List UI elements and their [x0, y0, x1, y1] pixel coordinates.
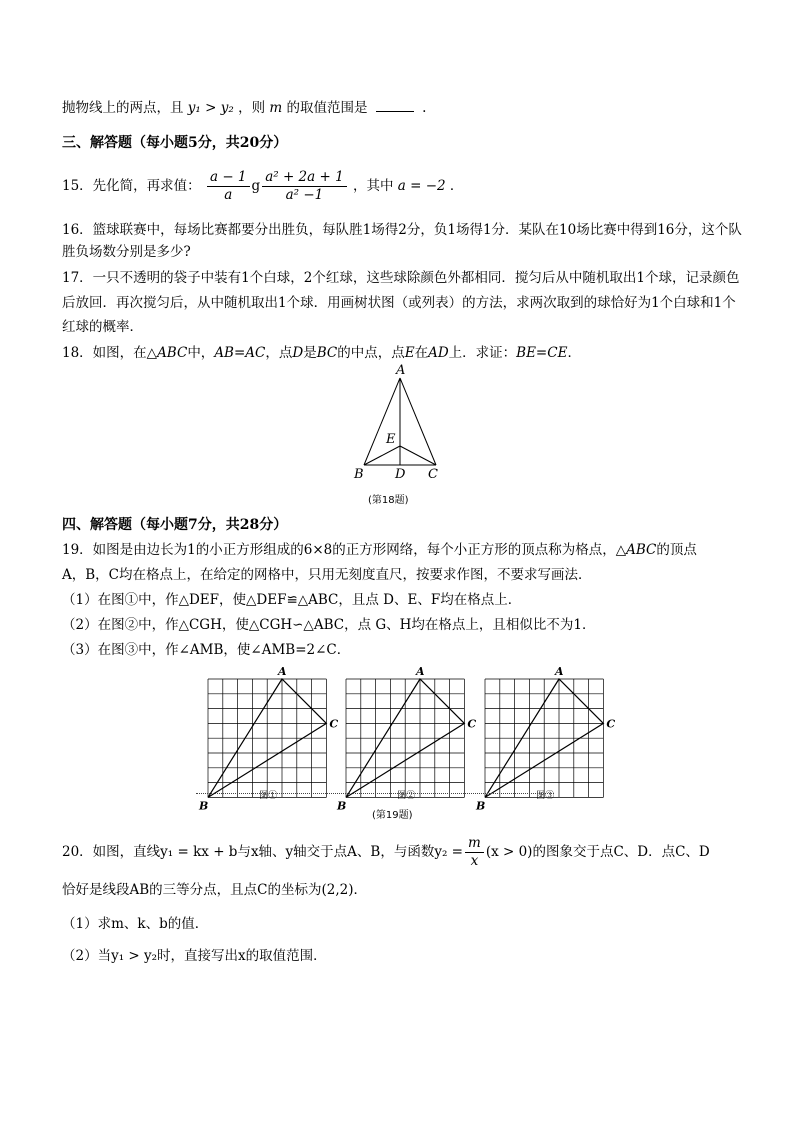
q14-text-pre: 抛物线上的两点，且 [62, 100, 184, 116]
vertex-label-a: A [416, 665, 425, 678]
q15 [62, 166, 463, 206]
segment-be [364, 446, 400, 465]
side-ab [364, 378, 400, 465]
q19-line2: A，B，C均在格点上，在给定的网格中，只用无刻度直尺，按要求作图，不要求写画法． [62, 567, 592, 583]
q15-condition: a = −2 [397, 178, 446, 194]
vertex-label-c: C [467, 717, 477, 731]
q14-text-mid: ，则 [238, 100, 266, 116]
q14-condition: y₁ > y₂ [187, 100, 234, 116]
vertex-label-c: C [329, 717, 339, 731]
q19-sub1: （1）在图①中，作△DEF，使△DEF≌△ABC，且点 D、E、F均在格点上． [62, 592, 522, 608]
q15-fraction-1 [207, 169, 250, 204]
q14-text-post: 的取值范围是 [286, 100, 368, 116]
q20-sub2: （2）当y₁ > y₂时，直接写出x的取值范围． [62, 948, 327, 964]
q14-answer-blank[interactable] [376, 99, 414, 112]
q14-variable: m [269, 100, 283, 116]
label-c: C [428, 467, 438, 482]
figure-18-caption: (第18题) [368, 495, 409, 506]
q20-fraction: $\frac{m}{x}$ [465, 835, 484, 870]
q15-frac1-numerator: a − 1 [209, 169, 247, 185]
q19-sub3: （3）在图③中，作∠AMB，使∠AMB=2∠C． [62, 642, 351, 658]
grid-2 [336, 665, 476, 812]
side-ac [400, 378, 436, 465]
q15-frac2-numerator: a² + 2a + 1 [265, 169, 344, 185]
q16: 16．篮球联赛中，每场比赛都要分出胜负，每队胜1场得2分，负1场得1分．某队在10场比赛中得到16分，这个队胜负场数分别是多少? [62, 222, 742, 260]
figure-18 [340, 362, 460, 486]
q17: 17．一只不透明的袋子中装有1个白球，2个红球，这些球除颜色外都相同．搅匀后从中随机取出1个球，记录颜色后放回．再次搅匀后，从中随机取出1个球．用画树状图（或列表）的方法，求两次取到的球恰好为1个白球和1个红球的概率． [62, 270, 740, 335]
q14-tail [62, 98, 426, 118]
q20-text-2: (x > 0)的图象交于点C、D．点C、D [485, 844, 710, 860]
q14-end: . [422, 100, 427, 116]
q15-text-post: ，其中 [352, 178, 394, 194]
q15-label: 15．先化简，再求值： [62, 178, 201, 194]
section3-title: 三、解答题（每小题5分，共20分） [62, 135, 288, 151]
section4-title: 四、解答题（每小题7分，共28分） [62, 517, 288, 533]
vertex-label-c: C [606, 717, 616, 731]
grid-label-3: 图③ [536, 791, 555, 801]
q19-line1: 19．如图是由边长为1的小正方形组成的6×8的正方形网络，每个小正方形的顶点称为格点，△ABC的顶点 [62, 542, 697, 558]
label-e: E [386, 432, 396, 447]
vertex-label-b: B [337, 799, 347, 813]
q15-frac1-denominator: a [224, 187, 233, 203]
vertex-label-a: A [555, 665, 564, 678]
q15-end: ． [449, 178, 464, 194]
figure-19-caption: (第19题) [372, 810, 413, 821]
vertex-label-b: B [199, 799, 209, 813]
q19-sub2: （2）在图②中，作△CGH，使△CGH∽△ABC，点 G、H均在格点上，且相似比不为1． [62, 617, 596, 633]
grid-label-1: 图① [259, 791, 278, 801]
vertex-label-b: B [476, 799, 486, 813]
q15-frac2-denominator: a² −1 [285, 187, 324, 203]
q15-operator: g [251, 178, 261, 194]
q18: 18．如图，在△ABC中，AB=AC，点D是BC的中点，点E在AD上．求证：BE=CE． [62, 345, 581, 361]
grid-label-2: 图② [397, 791, 416, 801]
label-a: A [396, 363, 406, 378]
label-b: B [354, 467, 364, 482]
q20-sub1: （1）求m、k、b的值． [62, 916, 209, 932]
figure-19 [190, 664, 620, 813]
vertex-label-a: A [278, 665, 287, 678]
segment-ce [400, 446, 436, 465]
q20-line2: 恰好是线段AB的三等分点，且点C的坐标为(2,2)． [62, 882, 368, 898]
q20-text-1: 20．如图，直线y₁ = kx + b与x轴、y轴交于点A、B，与函数y₂ = [62, 844, 463, 860]
label-d: D [395, 467, 406, 482]
figure-19-dotted-line [196, 793, 554, 794]
q15-fraction-2 [262, 169, 346, 204]
q20-line1 [62, 834, 710, 870]
grid-3 [475, 665, 615, 812]
grid-1 [198, 665, 338, 812]
